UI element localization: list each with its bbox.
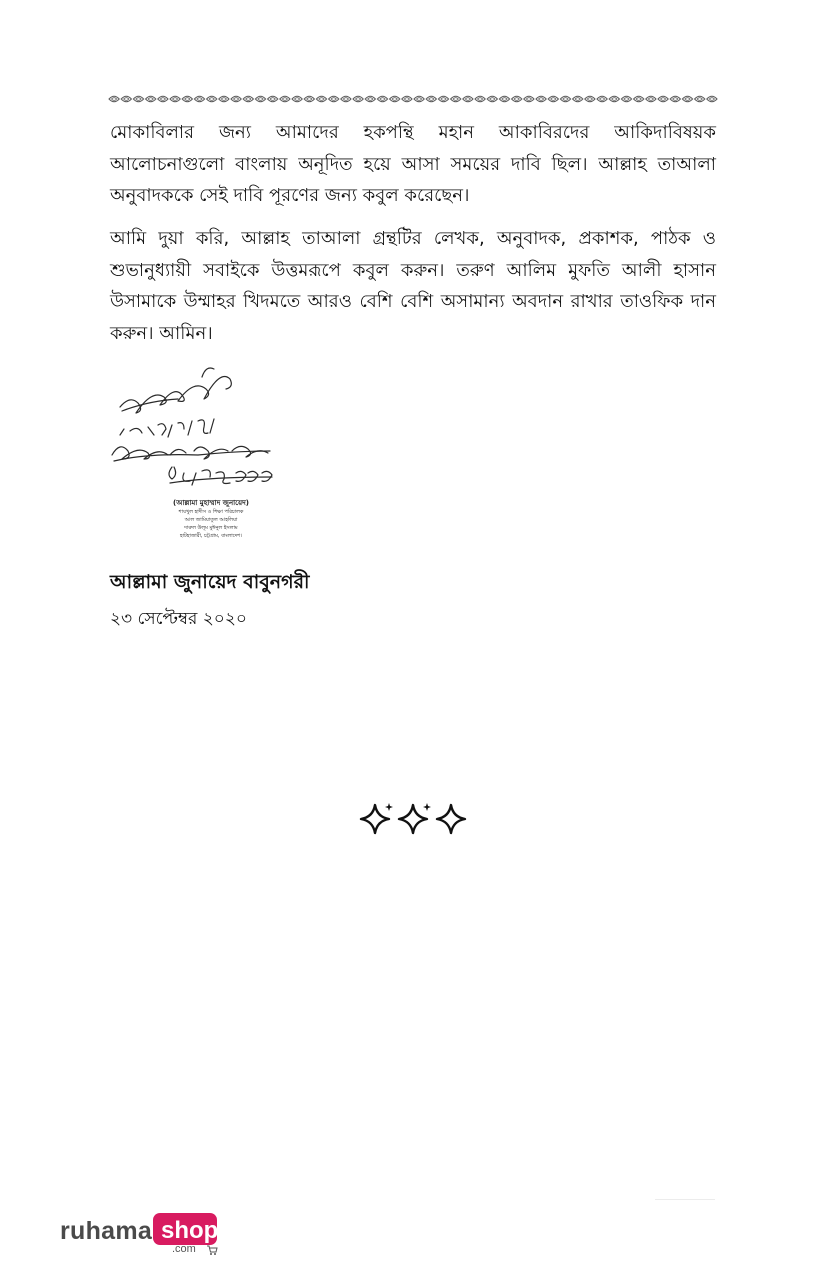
logo-ruhama-text: ruhama (60, 1217, 153, 1245)
sparkle-ornament-icon (356, 800, 470, 838)
date: ২৩ সেপ্টেম্বর ২০২০ (110, 609, 247, 629)
cart-icon (206, 1244, 218, 1256)
divider (655, 1199, 715, 1200)
body-paragraph-1: মোকাবিলার জন্য আমাদের হকপন্থি মহান আকাবিরদের আকিদাবিষয়ক আলোচনাগুলো বাংলায় অনূদিত হয়ে আসা সময়ের দাবি ছিল। আল্লাহ তাআলা অনুবাদককে সেই দাবি পূরণের জন্য কবুল করেছেন। (110, 122, 716, 206)
stamp-title: শায়খুল হাদীস ও শিক্ষা পরিচালক (178, 509, 244, 515)
body-paragraph-2: আমি দুয়া করি, আল্লাহ তাআলা গ্রন্থটির লেখক, অনুবাদক, প্রকাশক, পাঠক ও শুভানুধ্যায়ী সবাইকে উত্তমরূপে কবুল করুন। তরুণ আলিম মুফতি আলী হাসান উসামাকে উম্মাহর খিদমতে আরও বেশি বেশি অসামান্য অবদান রাখার তাওফিক দান করুন। আমিন। (110, 228, 716, 344)
decorative-border (108, 92, 718, 106)
logo-com-text: .com (172, 1243, 196, 1255)
signature-stamp (148, 498, 274, 540)
stamp-name: (আল্লামা মুহাম্মাদ জুনায়েদ) (173, 499, 249, 507)
stamp-address: হাটহাজারী, চট্টগ্রাম, বাংলাদেশ। (179, 533, 243, 539)
stamp-madrasa: দারুল উলূম মুঈনুল ইসলাম (184, 525, 238, 531)
author-name: আল্লামা জুনায়েদ বাবুনগরী (110, 571, 310, 593)
logo-shop-text: shop (161, 1217, 219, 1244)
stamp-institution: আল জামিয়াতুল আহলিয়া (184, 517, 238, 523)
